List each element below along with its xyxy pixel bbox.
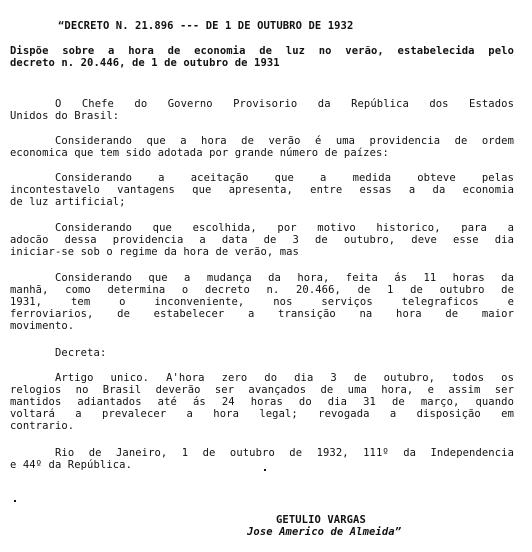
considerando-4-line-3: 1931, tem o inconveniente, nos serviços telegraficos e (10, 296, 514, 308)
considerando-4-line-5: movimento. (10, 320, 75, 332)
date-line-2: e 44º da República. (10, 459, 133, 471)
ementa-line-1: Dispõe sobre a hora de economia de luz no verão, estabelecida pelo (10, 45, 514, 57)
preamble-line-1: O Chefe do Governo Provisorio da República dos Estados (55, 98, 514, 110)
artigo-line-2: relogios no Brasil deverão ser avançados de uma hora, e assim ser (10, 384, 514, 396)
artigo-line-3: mantidos adiantados até ás 24 horas do dia 31 de março, quando (10, 396, 514, 408)
considerando-4-line-1: Considerando que a mudança da hora, feita ás 11 horas da (55, 272, 514, 284)
preamble-line-2: Unidos do Brasil: (10, 110, 120, 122)
considerando-3-line-1: Considerando que escolhida, por motivo historico, para a (55, 222, 514, 234)
considerando-4-line-2: manhã, como determina o decreto n. 20.466, de 1 de outubro de (10, 284, 514, 296)
stray-mark (264, 469, 266, 471)
artigo-line-4: voltará a prevalecer a hora legal; revogada a disposição em (10, 408, 514, 420)
considerando-2-line-3: de luz artificial; (10, 196, 126, 208)
signature-jose-americo: Jose Americo de Almeida” (247, 526, 402, 538)
considerando-1-line-1: Considerando que a hora de verão é uma providencia de ordem (55, 135, 514, 147)
stray-mark (14, 500, 16, 502)
decreta-label: Decreta: (55, 347, 107, 359)
considerando-4-line-4: ferroviarios, de estabelecer a transição na hora de maior (10, 308, 514, 320)
considerando-2-line-2: incontestavelo vantagens que apresenta, entre essas a da economia (10, 184, 514, 196)
date-line-1: Rio de Janeiro, 1 de outubro de 1932, 111º da Independencia (55, 447, 514, 459)
considerando-3-line-2: adocão dessa providencia a data de 3 de outubro, deve esse dia (10, 234, 514, 246)
considerando-2-line-1: Considerando a aceitação que a medida obteve pelas (55, 172, 514, 184)
artigo-line-1: Artigo unico. A'hora zero do dia 3 de outubro, todos os (55, 372, 514, 384)
ementa-line-2: decreto n. 20.446, de 1 de outubro de 1931 (10, 57, 280, 69)
decree-heading: “DECRETO N. 21.896 --- DE 1 DE OUTUBRO DE 1932 (58, 20, 354, 32)
considerando-1-line-2: economica que tem sido adotada por grande número de paízes: (10, 147, 389, 159)
artigo-line-5: contrario. (10, 420, 75, 432)
signature-getulio-vargas: GETULIO VARGAS (276, 514, 366, 526)
considerando-3-line-3: iniciar-se sob o regime da hora de verão, mas (10, 246, 299, 258)
